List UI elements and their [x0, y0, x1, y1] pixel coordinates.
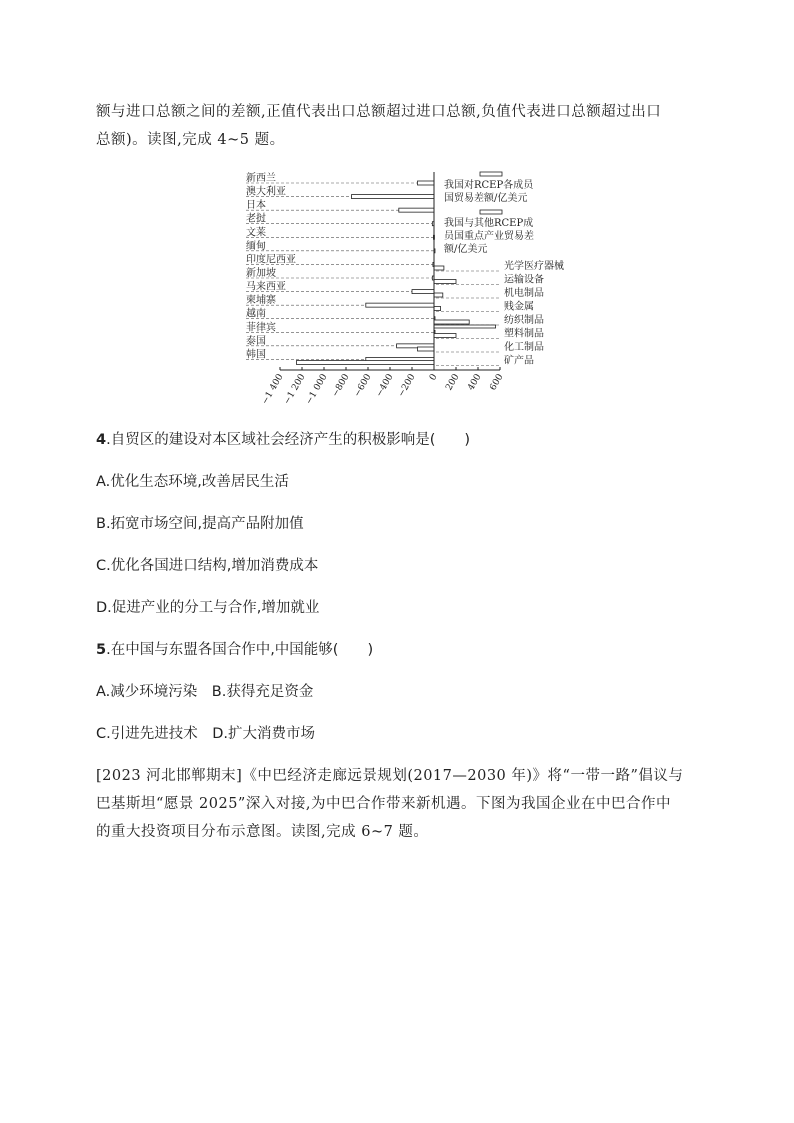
industry-bar	[434, 307, 441, 311]
industry-bar	[434, 334, 456, 338]
question-5-options-row-1[interactable]: A.减少环境污染 B.获得充足资金	[96, 684, 314, 700]
industry-bar	[434, 293, 443, 297]
industry-label: 纺织制品	[504, 315, 544, 326]
country-bar	[418, 181, 435, 185]
x-tick-label: −200	[396, 372, 418, 399]
legend-industry-label: 我国与其他RCEP成	[444, 218, 534, 229]
country-label: 越南	[246, 308, 266, 320]
x-tick-label: −1 200	[282, 372, 308, 407]
industry-bar	[434, 320, 469, 324]
legend-country-swatch	[480, 172, 502, 176]
question-5-stem: .在中国与东盟各国合作中,中国能够( )	[106, 642, 374, 658]
industry-bar	[434, 266, 444, 270]
industry-label: 机电制品	[504, 288, 544, 299]
passage-line-2: 巴基斯坦“愿景 2025”深入对接,为中巴合作带来新机遇。下图为我国企业在中巴合作中	[96, 796, 671, 812]
country-label: 日本	[246, 200, 266, 212]
country-bar	[366, 303, 434, 307]
question-5-options-row-2[interactable]: C.引进先进技术 D.扩大消费市场	[96, 726, 316, 742]
x-tick-label: 400	[466, 372, 484, 393]
x-tick-label: −600	[352, 372, 374, 399]
country-label: 印度尼西亚	[246, 254, 296, 266]
question-4	[96, 428, 470, 449]
country-label: 菲律宾	[246, 322, 276, 334]
industry-label: 运输设备	[504, 274, 544, 286]
country-label: 韩国	[246, 349, 266, 361]
industry-bar	[418, 347, 435, 351]
question-4-option-b[interactable]: B.拓宽市场空间,提高产品附加值	[96, 516, 304, 532]
x-tick-label: −1 000	[304, 372, 330, 407]
intro-line-1: 额与进口总额之间的差额,正值代表出口总额超过进口总额,负值代表进口总额超过出口	[96, 104, 662, 120]
industry-label: 贱金属	[504, 301, 534, 313]
legend-industry-label: 员国重点产业贸易差	[444, 231, 534, 242]
country-label: 缅甸	[246, 240, 266, 252]
legend-industry-label: 额/亿美元	[444, 244, 488, 255]
industry-bar-secondary	[434, 325, 496, 328]
question-5	[96, 638, 373, 659]
x-tick-label: −1 400	[260, 372, 286, 407]
industry-bar	[297, 361, 435, 365]
country-label: 新西兰	[246, 173, 276, 184]
industry-label: 矿产品	[504, 355, 534, 367]
x-tick-label: 0	[428, 372, 440, 383]
passage-line-3: 的重大投资项目分布示意图。读图,完成 6~7 题。	[96, 824, 429, 840]
legend-country-label: 国贸易差额/亿美元	[444, 193, 528, 204]
passage-line-1: [2023 河北邯郸期末]《中巴经济走廊远景规划(2017—2030 年)》将“一带一路”倡议与	[96, 768, 684, 784]
industry-label: 塑料制品	[504, 328, 544, 340]
industry-bar	[434, 280, 456, 284]
country-label: 泰国	[246, 335, 266, 347]
intro-line-2: 总额)。读图,完成 4~5 题。	[96, 132, 285, 148]
trade-balance-chart	[238, 168, 568, 408]
x-tick-label: 200	[444, 372, 462, 393]
question-4-stem: .自贸区的建设对本区域社会经济产生的积极影响是( )	[106, 432, 471, 448]
legend-industry-swatch	[480, 210, 502, 214]
x-tick-label: 600	[488, 372, 506, 393]
country-label: 新加坡	[246, 268, 276, 279]
country-label: 文莱	[246, 227, 266, 239]
country-bar	[352, 195, 435, 199]
country-label: 老挝	[246, 213, 266, 225]
country-label: 澳大利亚	[246, 186, 286, 198]
question-4-option-c[interactable]: C.优化各国进口结构,增加消费成本	[96, 558, 319, 574]
industry-label: 化工制品	[504, 342, 544, 353]
question-4-option-a[interactable]: A.优化生态环境,改善居民生活	[96, 474, 289, 490]
country-bar	[399, 208, 434, 212]
industry-label: 光学医疗器械	[504, 261, 564, 272]
country-label: 马来西亚	[246, 281, 286, 293]
country-label: 柬埔寨	[246, 295, 276, 307]
legend-country-label: 我国对RCEP各成员	[444, 180, 534, 191]
question-5-number: 5	[96, 642, 107, 658]
x-tick-label: −800	[330, 372, 352, 399]
question-4-option-d[interactable]: D.促进产业的分工与合作,增加就业	[96, 600, 320, 616]
x-tick-label: −400	[374, 372, 396, 399]
country-bar	[412, 290, 434, 294]
question-4-number: 4	[96, 432, 107, 448]
